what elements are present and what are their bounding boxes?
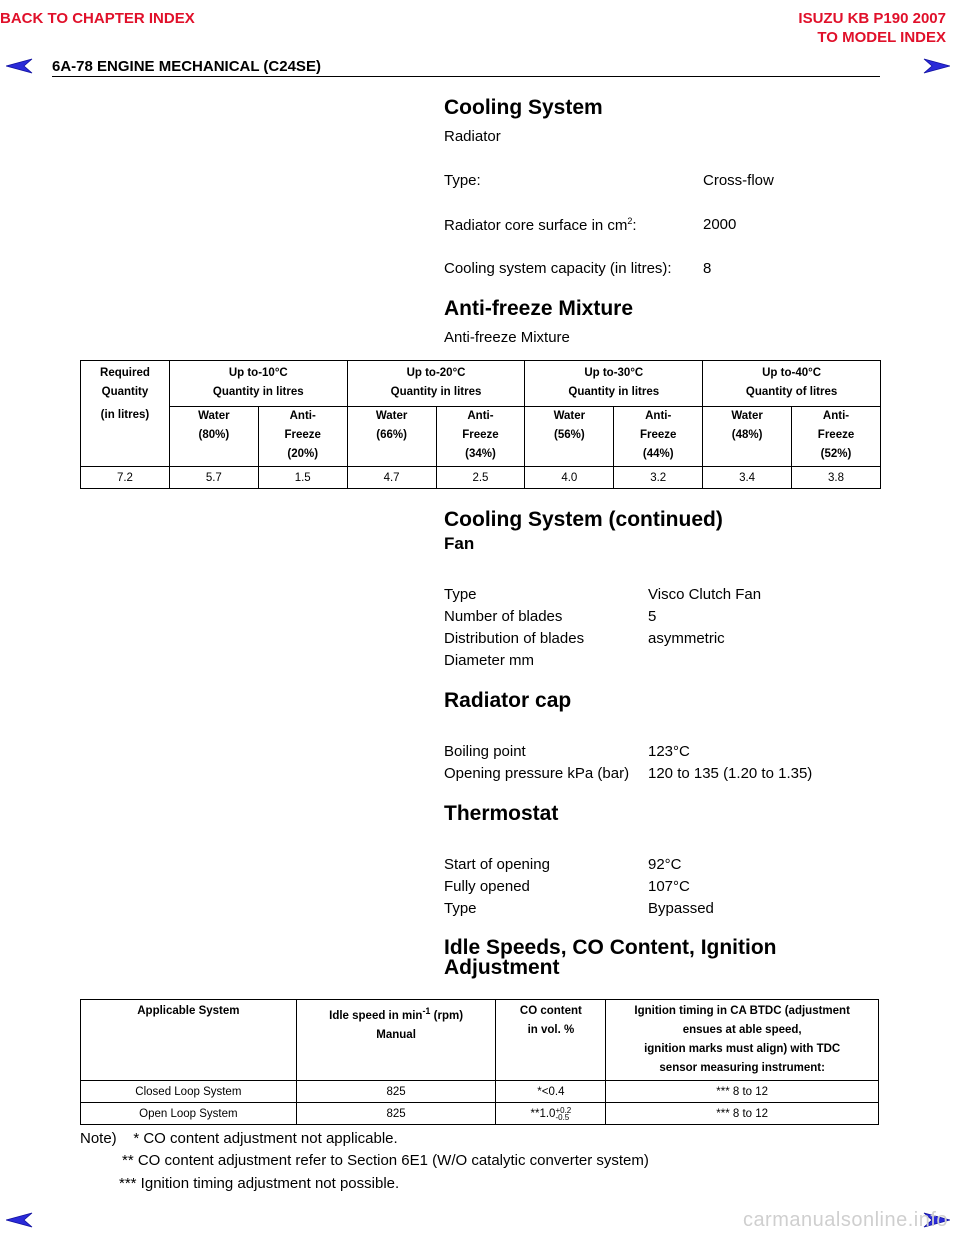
type-value: Cross-flow (703, 172, 774, 189)
group-header: Up to-40°C Quantity of litres (703, 361, 881, 407)
header-divider (52, 76, 880, 77)
note-1: Note) * CO content adjustment not applicable. (80, 1130, 398, 1147)
fan-value: Visco Clutch Fan (648, 586, 762, 603)
table-cell: 3.4 (703, 467, 792, 489)
capacity-value: 8 (703, 260, 712, 277)
co-content-header: CO content in vol. % (496, 1000, 606, 1081)
required-quantity-unit: (in litres) (81, 406, 170, 467)
fan-label: Number of blades (444, 608, 563, 625)
table-cell: *** 8 to 12 (606, 1081, 879, 1103)
core-surface-value: 2000 (703, 216, 737, 233)
group-header: Up to-20°C Quantity in litres (347, 361, 525, 407)
applicable-system-header: Applicable System (81, 1000, 297, 1081)
to-model-index-link[interactable]: TO MODEL INDEX (817, 29, 946, 46)
table-cell: 3.2 (614, 467, 703, 489)
subcol-header: Water (80%) (169, 406, 258, 467)
fan-value: 5 (648, 608, 657, 625)
thermostat-value: Bypassed (648, 900, 714, 917)
thermostat-label: Type (444, 900, 477, 917)
cooling-continued-heading: Cooling System (continued) (444, 508, 723, 531)
group-header: Up to-10°C Quantity in litres (169, 361, 347, 407)
antifreeze-table (80, 360, 881, 489)
subcol-header: Anti- Freeze (34%) (436, 406, 525, 467)
table-cell: 4.0 (525, 467, 614, 489)
fan-label: Type (444, 586, 477, 603)
table-cell: *** 8 to 12 (606, 1103, 879, 1125)
idle-speed-header: Idle speed in $\min^{-1} (rpm)$ Manual (296, 1000, 496, 1081)
cap-value: 120 to 135 (1.20 to 1.35) (648, 765, 813, 782)
page-header-title: 6A-78 ENGINE MECHANICAL (C24SE) (52, 58, 321, 75)
radiator-subheading: Radiator (444, 128, 501, 145)
table-cell: 3.8 (792, 467, 881, 489)
thermostat-value: 92°C (648, 856, 682, 873)
subcol-header: Anti- Freeze (20%) (258, 406, 347, 467)
table-cell: Closed Loop System (81, 1081, 297, 1103)
note-3: *** Ignition timing adjustment not possible. (119, 1175, 400, 1192)
table-cell: 2.5 (436, 467, 525, 489)
subcol-header: Water (66%) (347, 406, 436, 467)
cap-value: 123°C (648, 743, 690, 760)
antifreeze-subheading: Anti-freeze Mixture (444, 329, 570, 346)
table-cell: 825 (296, 1103, 496, 1125)
table-cell: 825 (296, 1081, 496, 1103)
table-cell: Open Loop System (81, 1103, 297, 1125)
table-row (81, 467, 881, 489)
cap-label: Boiling point (444, 743, 526, 760)
capacity-label: Cooling system capacity (in litres): (444, 260, 672, 277)
note-2: ** CO content adjustment refer to Section 6E1 (W/O catalytic converter system) (122, 1152, 649, 1169)
idle-speed-table (80, 999, 879, 1125)
fan-label: Distribution of blades (444, 630, 585, 647)
model-title: ISUZU KB P190 2007 (798, 10, 946, 27)
cap-label: Opening pressure kPa (bar) (444, 765, 630, 782)
fan-subheading: Fan (444, 534, 475, 553)
idle-speeds-heading: Idle Speeds, CO Content, Ignition Adjustment (444, 936, 777, 979)
table-row (81, 1103, 879, 1125)
subcol-header: Water (48%) (703, 406, 792, 467)
table-row (81, 1081, 879, 1103)
thermostat-label: Start of opening (444, 856, 550, 873)
thermostat-heading: Thermostat (444, 802, 559, 825)
subcol-header: Anti- Freeze (52%) (792, 406, 881, 467)
next-page-icon[interactable] (922, 58, 950, 74)
subcol-header: Anti- Freeze (44%) (614, 406, 703, 467)
fan-label: Diameter mm (444, 652, 535, 669)
watermark: carmanualsonline.info (742, 1209, 948, 1231)
subcol-header: Water (56%) (525, 406, 614, 467)
type-label: Type: (444, 172, 481, 189)
group-header: Up to-30°C Quantity in litres (525, 361, 703, 407)
core-surface-label: Radiator core surface in $cm^2$: (444, 216, 637, 234)
required-quantity-header: Required Quantity (81, 361, 170, 407)
ignition-timing-header: Ignition timing in CA BTDC (adjustment ensues at able speed, ignition marks must align) with TDC sensor measuring instrument: (606, 1000, 879, 1081)
radiator-cap-heading: Radiator cap (444, 689, 572, 712)
thermostat-value: 107°C (648, 878, 690, 895)
table-cell: 7.2 (81, 467, 170, 489)
table-cell: **1.0 +0.2 -0.5 (496, 1103, 606, 1125)
table-cell: 1.5 (258, 467, 347, 489)
table-cell: 4.7 (347, 467, 436, 489)
back-to-chapter-index-link[interactable]: BACK TO CHAPTER INDEX (0, 10, 195, 27)
cooling-system-heading: Cooling System (444, 96, 603, 119)
table-cell: 5.7 (169, 467, 258, 489)
thermostat-label: Fully opened (444, 878, 530, 895)
previous-page-bottom-icon[interactable] (6, 1212, 34, 1228)
antifreeze-heading: Anti-freeze Mixture (444, 297, 634, 320)
previous-page-icon[interactable] (6, 58, 34, 74)
table-cell: *<0.4 (496, 1081, 606, 1103)
fan-value: asymmetric (648, 630, 725, 647)
